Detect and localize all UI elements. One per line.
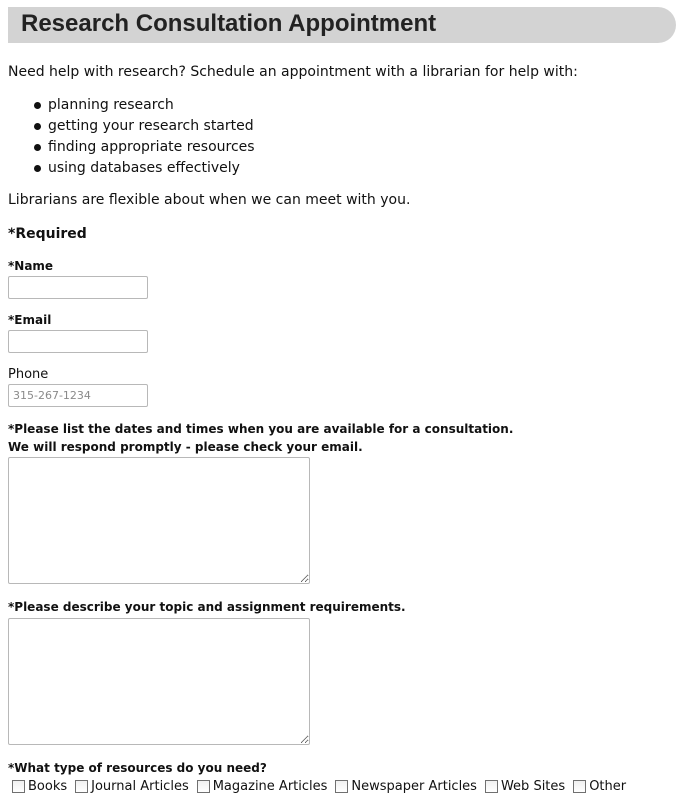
checkbox-label: Newspaper Articles (351, 779, 477, 794)
list-item: planning research (48, 95, 255, 116)
title-bar (8, 7, 676, 43)
magazine-articles-checkbox[interactable] (197, 780, 210, 793)
checkbox-label: Web Sites (500, 779, 566, 794)
resource-option-other[interactable] (573, 779, 626, 794)
checkbox-label: Books (28, 779, 68, 794)
intro-text: Need help with research? Schedule an appointment with a librarian for help with: (8, 64, 578, 80)
bullet-icon (34, 102, 41, 109)
resource-options (12, 779, 634, 794)
resource-option-newspaper-articles[interactable] (335, 779, 477, 794)
flexible-note: Librarians are flexible about when we can meet with you. (8, 192, 411, 208)
phone-field[interactable] (8, 384, 148, 407)
bullet-icon (34, 165, 41, 172)
help-topics-list (8, 95, 255, 179)
resource-option-books[interactable] (12, 779, 67, 794)
checkbox-label: Magazine Articles (212, 779, 328, 794)
newspaper-articles-checkbox[interactable] (335, 780, 348, 793)
availability-textarea[interactable] (8, 457, 310, 584)
availability-sublabel: We will respond promptly - please check your email. (8, 440, 363, 454)
bullet-icon (34, 123, 41, 130)
web-sites-checkbox[interactable] (485, 780, 498, 793)
resource-option-magazine-articles[interactable] (197, 779, 328, 794)
name-label: *Name (8, 259, 54, 273)
bullet-icon (34, 144, 41, 151)
phone-label: Phone (8, 367, 49, 382)
email-field[interactable] (8, 330, 148, 353)
other-checkbox[interactable] (573, 780, 586, 793)
topic-label: *Please describe your topic and assignment requirements. (8, 600, 406, 614)
list-item: using databases effectively (48, 158, 255, 179)
resource-option-web-sites[interactable] (485, 779, 565, 794)
resources-label: *What type of resources do you need? (8, 761, 267, 775)
checkbox-label: Other (589, 779, 627, 794)
topic-textarea[interactable] (8, 618, 310, 745)
availability-label: *Please list the dates and times when you are available for a consultation. (8, 422, 514, 436)
checkbox-label: Journal Articles (91, 779, 189, 794)
list-item: getting your research started (48, 116, 255, 137)
journal-articles-checkbox[interactable] (75, 780, 88, 793)
name-field[interactable] (8, 276, 148, 299)
books-checkbox[interactable] (12, 780, 25, 793)
email-label: *Email (8, 313, 52, 327)
required-note: *Required (8, 226, 87, 242)
page-title: Research Consultation Appointment (21, 10, 437, 37)
list-item: finding appropriate resources (48, 137, 255, 158)
resource-option-journal-articles[interactable] (75, 779, 189, 794)
